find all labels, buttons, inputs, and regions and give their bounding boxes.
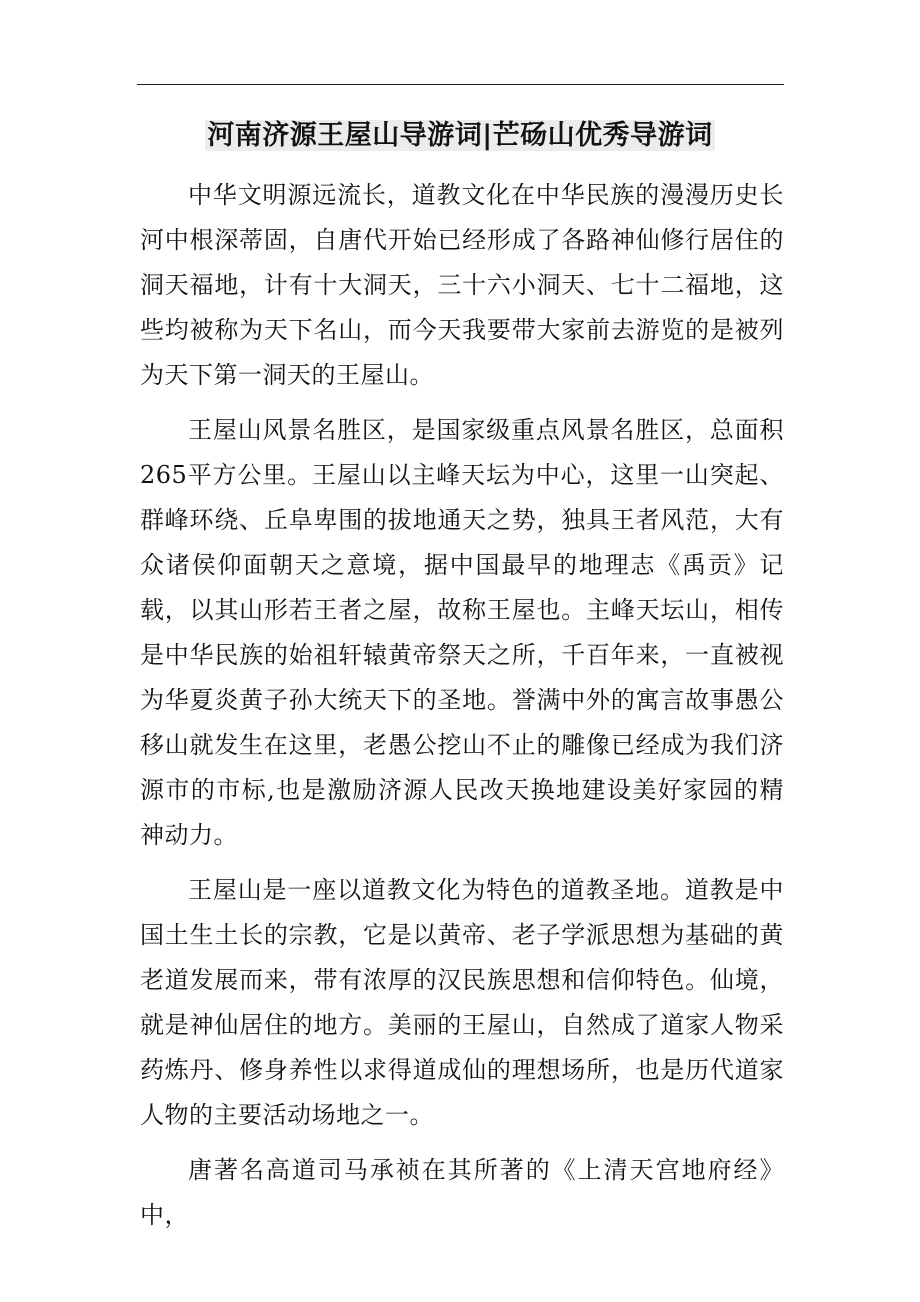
paragraph-4: 唐著名高道司马承祯在其所著的《上清天宫地府经》中， <box>140 1156 784 1229</box>
paragraph-1: 中华文明源远流长，道教文化在中华民族的漫漫历史长河中根深蒂固，自唐代开始已经形成了各路神仙修行居住的洞天福地，计有十大洞天，三十六小洞天、七十二福地，这些均被称为天下名山，而今天我要带大家前去游览的是被列为天下第一洞天的王屋山。 <box>140 181 784 389</box>
header-rule <box>137 84 784 85</box>
document-title <box>0 111 920 161</box>
document-body <box>140 173 784 1248</box>
paragraph-3: 王屋山是一座以道教文化为特色的道教圣地。道教是中国土生土长的宗教，它是以黄帝、老子学派思想为基础的黄老道发展而来，带有浓厚的汉民族思想和信仰特色。仙境，就是神仙居住的地方。美丽的王屋山，自然成了道家人物采药炼丹、修身养性以求得道成仙的理想场所，也是历代道家人物的主要活动场地之一。 <box>140 876 784 1129</box>
paragraph-2: 王屋山风景名胜区，是国家级重点风景名胜区，总面积265平方公里。王屋山以主峰天坛为中心，这里一山突起、群峰环绕、丘阜卑围的拔地通天之势，独具王者风范，大有众诸侯仰面朝天之意境，据中国最早的地理志《禹贡》记载，以其山形若王者之屋，故称王屋也。主峰天坛山，相传是中华民族的始祖轩辕黄帝祭天之所，千百年来，一直被视为华夏炎黄子孙大统天下的圣地。誉满中外的寓言故事愚公移山就发生在这里，老愚公挖山不止的雕像已经成为我们济源市的市标,也是激励济源人民改天换地建设美好家园的精神动力。 <box>140 416 784 849</box>
document-title-text: 河南济源王屋山导游词|芒砀山优秀导游词 <box>207 120 713 151</box>
